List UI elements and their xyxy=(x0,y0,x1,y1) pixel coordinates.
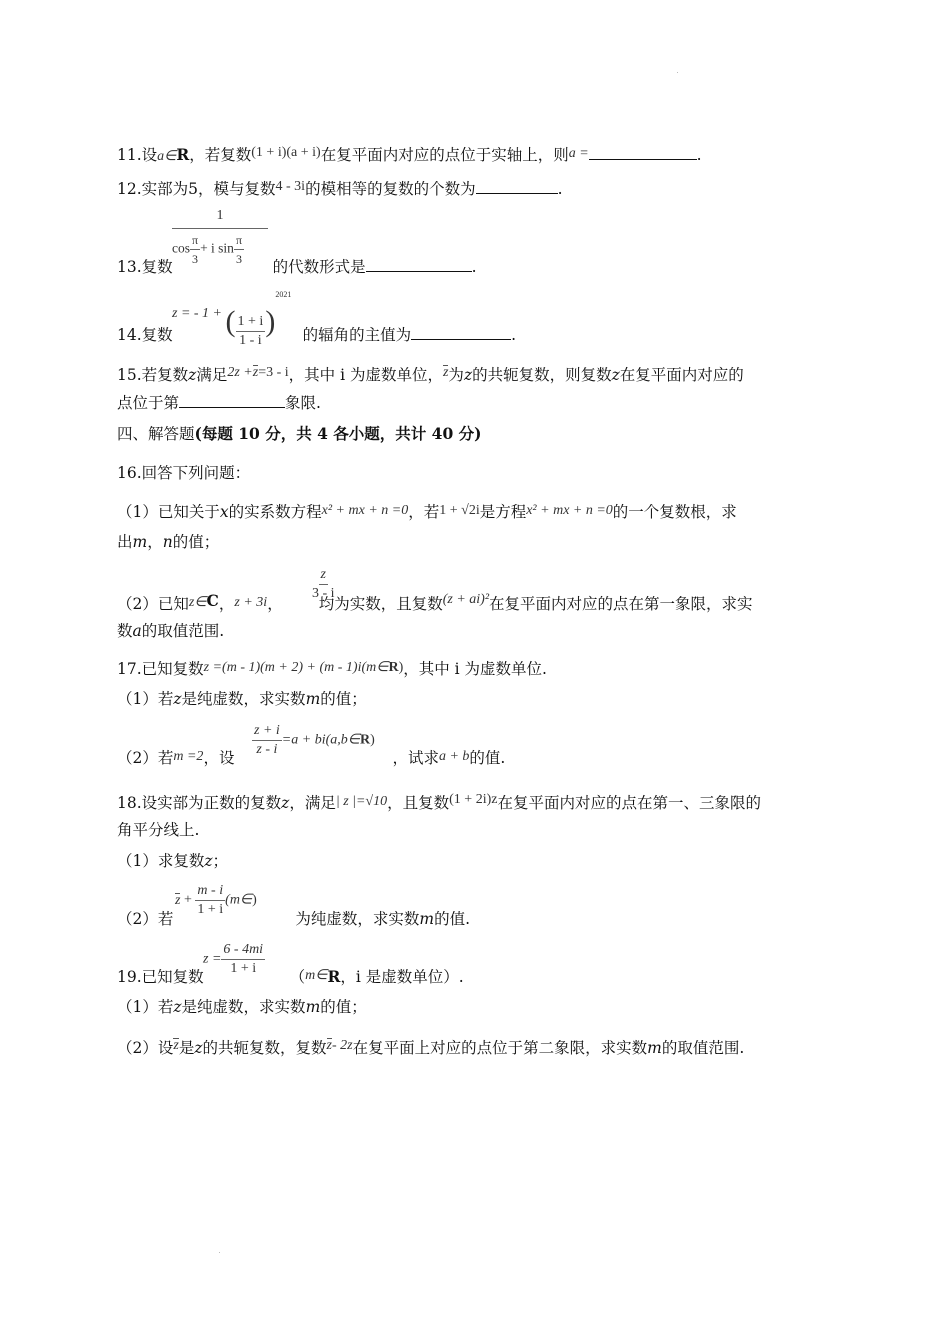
question-16-part1-line2: 出m，n的值； xyxy=(117,533,220,551)
question-18-title: 18.设实部为正数的复数z，满足| z |=√10，且复数(1 + 2i)z在复平面内对应的点在第一、三象限的 xyxy=(117,792,761,812)
question-15-line2: 点位于第 象限. xyxy=(117,394,321,412)
q14-formula: z = - 1 + ( $\frac{1 + i}{1 - i}$ )$^{2021}$ xyxy=(172,290,292,348)
question-19-part1: （1）若z是纯虚数，求实数m的值； xyxy=(117,998,367,1016)
question-16-title: 16.回答下列问题： xyxy=(117,464,251,482)
question-11: 11.设a∈R，若复数(1 + i)(a + i)在复平面内对应的点位于实轴上，则a = . xyxy=(117,145,702,164)
question-17-title: 17.已知复数z =(m - 1)(m + 2) + (m - 1)i(m∈R)，其中 i 为虚数单位. xyxy=(117,660,547,678)
question-18-part2: （2）若 为纯虚数，求实数m的值. xyxy=(117,910,471,928)
q18-fraction: z + $\frac{m - i}{1 + i}$ (m∈) xyxy=(175,883,257,917)
answer-blank xyxy=(589,145,697,160)
question-16-part1: （1）已知关于x的实系数方程x² + mx + n =0，若1 + √2i是方程x² + mx + n =0的一个复数根，求 xyxy=(117,503,737,521)
answer-blank xyxy=(366,257,472,272)
corner-mark-bottom xyxy=(219,1252,220,1253)
answer-blank xyxy=(411,325,511,340)
question-17-part2: （2）若m =2，设 ，试求a + b的值. xyxy=(117,749,506,767)
answer-blank xyxy=(179,393,285,408)
q17-fraction: $\frac{z + i}{z - i}$ =a + bi(a,b∈R) xyxy=(254,723,375,757)
question-17-part1: （1）若z是纯虚数，求实数m的值； xyxy=(117,690,367,708)
corner-mark-top xyxy=(677,72,678,73)
question-14: 14.复数 的辐角的主值为 . xyxy=(117,326,517,344)
question-16-part2-line2: 数a的取值范围. xyxy=(117,622,225,640)
answer-blank xyxy=(476,179,558,194)
section-heading: 四、解答题(每题 10 分，共 4 各小题，共计 40 分) xyxy=(117,424,482,443)
question-19-part2: （2）设z是z的共轭复数，复数z- 2z在复平面上对应的点位于第二象限，求实数m的取值范围. xyxy=(117,1038,745,1057)
question-18-line2: 角平分线上. xyxy=(117,821,200,839)
question-16-part2: （2）已知z∈C，z + 3i， 均为实数，且复数(z + ai)²在复平面内对应的点在第一象限，求实 xyxy=(117,591,753,613)
q13-fraction: 1 cos $\frac{\pi}{3}$ + i sin $\frac{\pi}{3}$ xyxy=(172,206,268,268)
question-12: 12.实部为5，模与复数4 - 3i的模相等的复数的个数为 . xyxy=(117,179,563,198)
question-13: 13.复数 的代数形式是 . xyxy=(117,258,477,276)
question-18-part1: （1）求复数z； xyxy=(117,852,229,870)
question-15: 15.若复数z满足2z +z=3 - i，其中 i 为虚数单位，z为z的共轭复数，则复数z在复平面内对应的 xyxy=(117,365,744,384)
q19-formula: z = $\frac{6 - 4mi}{1 + i}$ xyxy=(203,942,264,976)
question-19-title: 19.已知复数 （m∈R，i 是虚数单位）. xyxy=(117,967,464,986)
q16-fraction: $\frac{z}{3 - i}$ xyxy=(312,567,335,601)
